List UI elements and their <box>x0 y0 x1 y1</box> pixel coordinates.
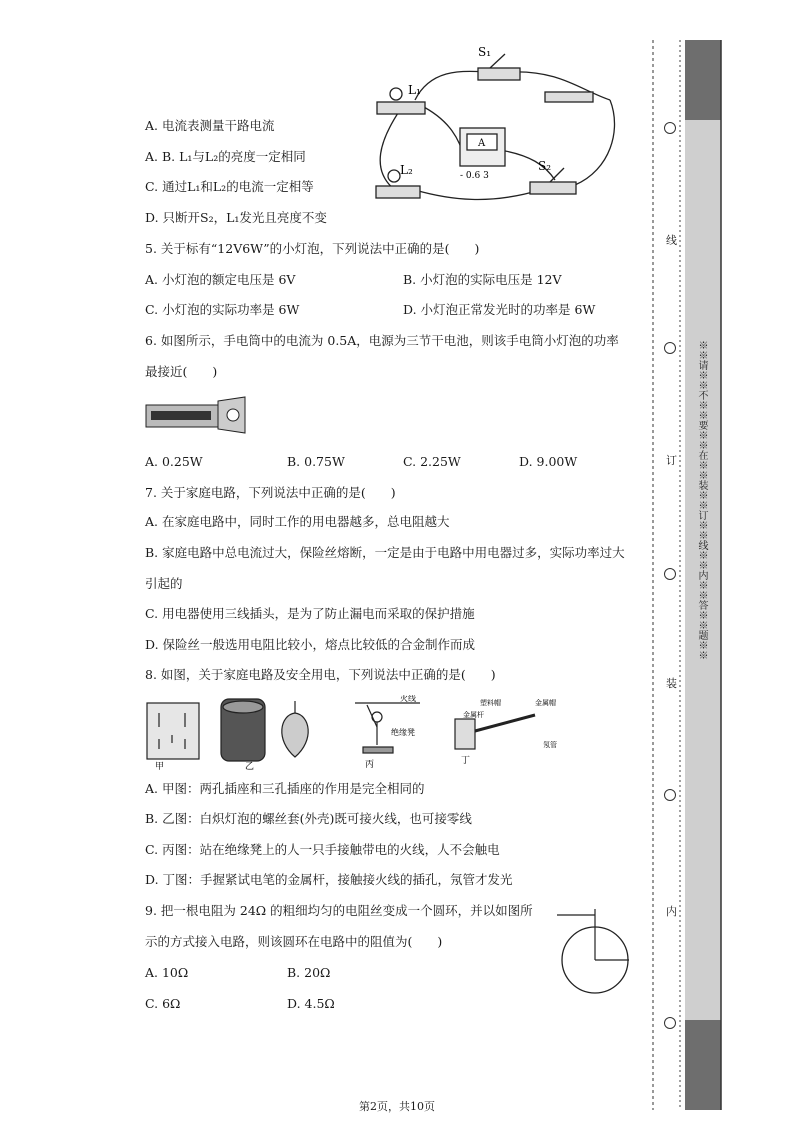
circuit-figure <box>360 40 625 215</box>
q7-option-b-cont: 引起的 <box>145 576 183 591</box>
fig-bing-label: 丙 <box>365 760 375 770</box>
q4-option-b: A. B. L₁与L₂的亮度一定相同 <box>145 149 306 164</box>
q9-stem-line2: 示的方式接入电路，则该圆环在电路中的阻值为( ) <box>145 934 443 949</box>
jueyuan-label: 绝缘凳 <box>391 728 415 737</box>
jinshugan-label: 金属杆 <box>463 711 484 719</box>
q9-stem-line1: 9. 把一根电阻为 24Ω 的粗细均匀的电阻丝变成一个圆环，并以如图所 <box>145 903 533 918</box>
s2-label: S₂ <box>538 159 552 173</box>
q7-stem: 7. 关于家庭电路，下列说法中正确的是( ) <box>145 485 396 500</box>
q6-stem-line2: 最接近( ) <box>145 364 218 379</box>
nanguan-label: 氖管 <box>543 741 557 749</box>
q8-option-d: D. 丁图：手握紧试电笔的金属杆，接触接火线的插孔，氖管才发光 <box>145 872 513 887</box>
fig-jia-label: 甲 <box>155 762 165 770</box>
q9-option-a: A. 10Ω <box>145 965 189 980</box>
q8-option-c: C. 丙图：站在绝缘凳上的人一只手接触带电的火线，人不会触电 <box>145 842 500 857</box>
q6-option-c: C. 2.25W <box>403 454 461 469</box>
binding-circle <box>664 342 676 354</box>
l1-label: L₁ <box>408 83 421 97</box>
l2-label: L₂ <box>400 163 413 177</box>
binding-label-ding: 订 <box>666 454 677 467</box>
q7-option-a: A. 在家庭电路中，同时工作的用电器越多，总电阻越大 <box>145 514 450 529</box>
q5-option-c: C. 小灯泡的实际功率是 6W <box>145 302 300 317</box>
q8-option-b: B. 乙图：白炽灯泡的螺丝套(外壳)既可接火线，也可接零线 <box>145 811 472 826</box>
binding-label-xian: 线 <box>666 234 677 247</box>
binding-circle <box>664 1017 676 1029</box>
q6-option-b: B. 0.75W <box>287 454 345 469</box>
flashlight-figure <box>145 395 250 435</box>
fig-yi-label: 乙 <box>245 762 255 770</box>
meter-scale: - 0.6 3 <box>460 171 489 181</box>
q6-option-a: A. 0.25W <box>145 454 203 469</box>
q8-option-a: A. 甲图：两孔插座和三孔插座的作用是完全相同的 <box>145 781 425 796</box>
binding-circle <box>664 789 676 801</box>
ring-figure <box>555 905 635 1005</box>
q9-option-d: D. 4.5Ω <box>287 996 335 1011</box>
s1-label: S₁ <box>478 45 492 59</box>
suliao-label: 塑料帽 <box>480 699 501 707</box>
binding-label-zhuang: 装 <box>666 677 677 690</box>
fig-ding-label: 丁 <box>461 756 471 766</box>
safety-figures <box>145 695 575 770</box>
q7-option-c: C. 用电器使用三线插头，是为了防止漏电而采取的保护措施 <box>145 606 475 621</box>
page-footer: 第2页，共10页 <box>359 1100 435 1113</box>
q6-stem-line1: 6. 如图所示，手电筒中的电流为 0.5A，电源为三节干电池，则该手电筒小灯泡的功率 <box>145 333 619 348</box>
binding-circle <box>664 568 676 580</box>
q7-option-b: B. 家庭电路中总电流过大，保险丝熔断，一定是由于电路中用电器过多，实际功率过大 <box>145 545 625 560</box>
q5-stem: 5. 关于标有“12V6W”的小灯泡，下列说法中正确的是( ) <box>145 241 480 256</box>
q5-option-a: A. 小灯泡的额定电压是 6V <box>145 272 296 287</box>
binding-circle <box>664 122 676 134</box>
binding-label-nei: 内 <box>666 905 677 918</box>
q7-option-d: D. 保险丝一般选用电阻比较小，熔点比较低的合金制作而成 <box>145 637 476 652</box>
meter-label: A <box>478 138 486 149</box>
q8-stem: 8. 如图，关于家庭电路及安全用电，下列说法中正确的是( ) <box>145 667 496 682</box>
q9-option-b: B. 20Ω <box>287 965 331 980</box>
jinshu-label: 金属帽 <box>535 699 556 707</box>
q5-option-b: B. 小灯泡的实际电压是 12V <box>403 272 562 287</box>
q5-option-d: D. 小灯泡正常发光时的功率是 6W <box>403 302 596 317</box>
huoxian-label: 火线 <box>400 695 416 703</box>
q6-option-d: D. 9.00W <box>519 454 578 469</box>
q9-option-c: C. 6Ω <box>145 996 181 1011</box>
q4-option-a: A. 电流表测量干路电流 <box>145 118 275 133</box>
binding-margin <box>651 40 723 1110</box>
q4-option-d: D. 只断开S₂，L₁发光且亮度不变 <box>145 210 327 225</box>
binding-warning: ※※请※※不※※要※※在※※装※※订※※线※※内※※答※※题※※ <box>696 340 707 660</box>
q4-option-c: C. 通过L₁和L₂的电流一定相等 <box>145 179 314 194</box>
